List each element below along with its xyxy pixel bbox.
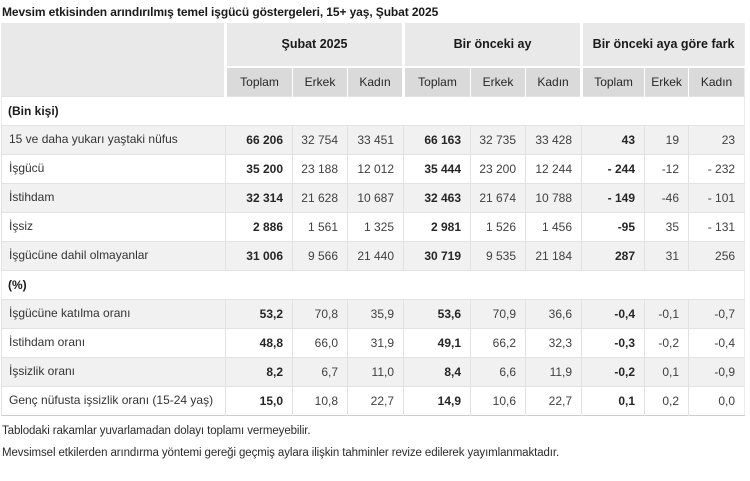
page-title: Mevsim etkisinden arındırılmış temel işgücü göstergeleri, 15+ yaş, Şubat 2025 — [2, 5, 439, 19]
cell-value: 256 — [689, 241, 745, 270]
cell-value: 33 451 — [348, 125, 404, 154]
cell-value: 32 314 — [226, 183, 293, 212]
cell-value: 49,1 — [404, 328, 471, 357]
cell-value: 0,1 — [645, 357, 689, 386]
cell-value: 6,7 — [293, 357, 348, 386]
section-header: (Bin kişi) — [2, 96, 745, 125]
sub-header-total: Toplam — [404, 67, 471, 96]
table-row — [2, 386, 745, 415]
cell-value: 23 200 — [471, 154, 526, 183]
cell-value: 66 163 — [404, 125, 471, 154]
footnote-revision: Mevsimsel etkilerden arındırma yöntemi gereği geçmiş aylara ilişkin tahminler revize edilerek yayımlanmaktadır. — [2, 446, 560, 459]
column-group-current-month: Şubat 2025 — [226, 23, 404, 67]
corner-cell — [2, 23, 226, 96]
cell-value: 1 325 — [348, 212, 404, 241]
cell-value: 12 244 — [526, 154, 582, 183]
table-row — [2, 241, 745, 270]
table-header — [2, 23, 745, 96]
cell-value: 66 206 — [226, 125, 293, 154]
section-header: (%) — [2, 270, 745, 299]
cell-value: - 232 — [689, 154, 745, 183]
cell-value: 31 006 — [226, 241, 293, 270]
section-header-row — [2, 270, 745, 299]
cell-value: 0,0 — [689, 386, 745, 415]
cell-value: -0,4 — [582, 299, 645, 328]
sub-header-total: Toplam — [226, 67, 293, 96]
cell-value: 15,0 — [226, 386, 293, 415]
cell-value: 21 628 — [293, 183, 348, 212]
row-label: 15 ve daha yukarı yaştaki nüfus — [2, 125, 226, 154]
cell-value: -0,4 — [689, 328, 745, 357]
sub-header-male: Erkek — [293, 67, 348, 96]
cell-value: 31 — [645, 241, 689, 270]
cell-value: 30 719 — [404, 241, 471, 270]
cell-value: -0,9 — [689, 357, 745, 386]
column-group-row — [2, 23, 745, 67]
cell-value: 21 184 — [526, 241, 582, 270]
row-label: İşgücüne dahil olmayanlar — [2, 241, 226, 270]
cell-value: 53,2 — [226, 299, 293, 328]
sub-header-female: Kadın — [526, 67, 582, 96]
cell-value: 35,9 — [348, 299, 404, 328]
footnotes — [1, 416, 750, 469]
cell-value: 23 188 — [293, 154, 348, 183]
row-label: İstihdam oranı — [2, 328, 226, 357]
cell-value: -0,2 — [645, 328, 689, 357]
section-header-row — [2, 96, 745, 125]
table-row — [2, 212, 745, 241]
cell-value: -0,1 — [645, 299, 689, 328]
cell-value: -0,7 — [689, 299, 745, 328]
cell-value: 10 788 — [526, 183, 582, 212]
cell-value: -0,2 — [582, 357, 645, 386]
cell-value: 35 — [645, 212, 689, 241]
cell-value: 22,7 — [526, 386, 582, 415]
cell-value: -46 — [645, 183, 689, 212]
cell-value: 35 444 — [404, 154, 471, 183]
cell-value: 43 — [582, 125, 645, 154]
column-group-previous-month: Bir önceki ay — [404, 23, 582, 67]
cell-value: 21 674 — [471, 183, 526, 212]
row-label: İşgücüne katılma oranı — [2, 299, 226, 328]
cell-value: 11,0 — [348, 357, 404, 386]
table-row — [2, 357, 745, 386]
column-group-monthly-difference: Bir önceki aya göre fark — [582, 23, 745, 67]
cell-value: 8,2 — [226, 357, 293, 386]
table-row — [2, 154, 745, 183]
cell-value: 23 — [689, 125, 745, 154]
cell-value: 10 687 — [348, 183, 404, 212]
sub-header-male: Erkek — [645, 67, 689, 96]
cell-value: 287 — [582, 241, 645, 270]
cell-value: - 149 — [582, 183, 645, 212]
table-row — [2, 299, 745, 328]
table-row — [2, 183, 745, 212]
sub-header-female: Kadın — [348, 67, 404, 96]
sub-header-total: Toplam — [582, 67, 645, 96]
cell-value: 70,8 — [293, 299, 348, 328]
cell-value: 1 561 — [293, 212, 348, 241]
table-row — [2, 125, 745, 154]
cell-value: - 244 — [582, 154, 645, 183]
cell-value: 1 526 — [471, 212, 526, 241]
cell-value: 36,6 — [526, 299, 582, 328]
cell-value: 53,6 — [404, 299, 471, 328]
cell-value: 10,8 — [293, 386, 348, 415]
cell-value: 8,4 — [404, 357, 471, 386]
cell-value: 22,7 — [348, 386, 404, 415]
cell-value: - 131 — [689, 212, 745, 241]
cell-value: 11,9 — [526, 357, 582, 386]
cell-value: 19 — [645, 125, 689, 154]
cell-value: 10,6 — [471, 386, 526, 415]
cell-value: 2 886 — [226, 212, 293, 241]
cell-value: 9 535 — [471, 241, 526, 270]
sub-header-male: Erkek — [471, 67, 526, 96]
cell-value: 48,8 — [226, 328, 293, 357]
cell-value: -12 — [645, 154, 689, 183]
row-label: Genç nüfusta işsizlik oranı (15-24 yaş) — [2, 386, 226, 415]
footnote-rounding: Tablodaki rakamlar yuvarlamadan dolayı toplamı vermeyebilir. — [2, 424, 311, 437]
cell-value: 66,2 — [471, 328, 526, 357]
cell-value: 31,9 — [348, 328, 404, 357]
cell-value: -95 — [582, 212, 645, 241]
table-body — [2, 96, 745, 415]
cell-value: 14,9 — [404, 386, 471, 415]
cell-value: 21 440 — [348, 241, 404, 270]
cell-value: - 101 — [689, 183, 745, 212]
cell-value: 2 981 — [404, 212, 471, 241]
cell-value: 35 200 — [226, 154, 293, 183]
cell-value: 6,6 — [471, 357, 526, 386]
cell-value: 32,3 — [526, 328, 582, 357]
row-label: İşsiz — [2, 212, 226, 241]
cell-value: 32 754 — [293, 125, 348, 154]
cell-value: 70,9 — [471, 299, 526, 328]
cell-value: 32 463 — [404, 183, 471, 212]
cell-value: 66,0 — [293, 328, 348, 357]
cell-value: 0,2 — [645, 386, 689, 415]
row-label: İşgücü — [2, 154, 226, 183]
cell-value: -0,3 — [582, 328, 645, 357]
cell-value: 12 012 — [348, 154, 404, 183]
sub-header-female: Kadın — [689, 67, 745, 96]
cell-value: 33 428 — [526, 125, 582, 154]
row-label: İstihdam — [2, 183, 226, 212]
row-label: İşsizlik oranı — [2, 357, 226, 386]
cell-value: 9 566 — [293, 241, 348, 270]
table-row — [2, 328, 745, 357]
cell-value: 0,1 — [582, 386, 645, 415]
cell-value: 32 735 — [471, 125, 526, 154]
cell-value: 1 456 — [526, 212, 582, 241]
labour-indicators-table — [1, 23, 745, 416]
